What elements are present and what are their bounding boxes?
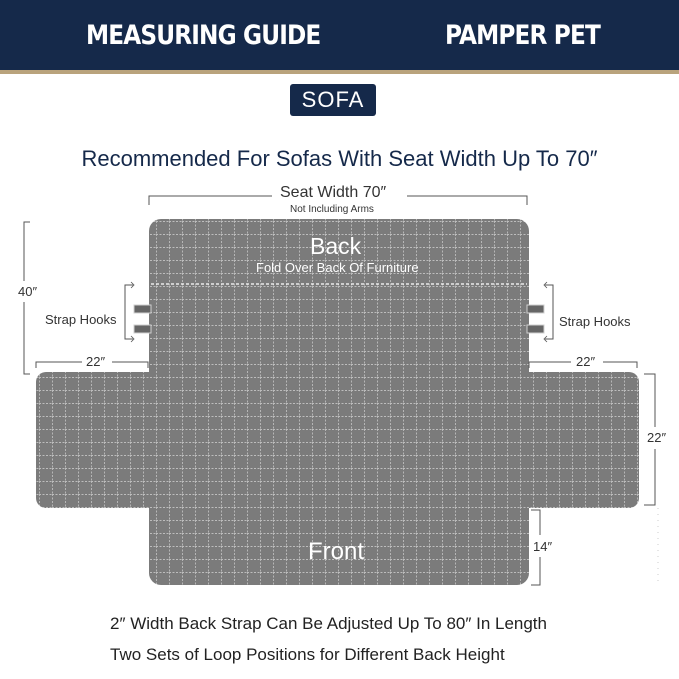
brand-title: PAMPER PET: [445, 20, 600, 51]
back-label: Back: [310, 233, 362, 259]
arm-width-right-label: 22″: [576, 354, 596, 369]
skirt-label: 14″: [533, 539, 553, 554]
strap-hooks-left-label: Strap Hooks: [45, 312, 117, 327]
arm-width-left-label: 22″: [86, 354, 106, 369]
strap-hooks-right-bracket: [545, 285, 553, 339]
strap-hooks-left: [134, 305, 151, 333]
strap-hooks-left-bracket: [125, 285, 133, 339]
measuring-guide-title: MEASURING GUIDE: [86, 20, 321, 51]
seat-width-label: Seat Width 70″: [280, 184, 387, 201]
back-fold-note: Fold Over Back Of Furniture: [256, 260, 419, 275]
headline: Recommended For Sofas With Seat Width Up To 70″: [81, 146, 598, 171]
arm-length-label: 22″: [647, 430, 667, 445]
strap-hooks-right: [527, 305, 544, 333]
strap-hooks-right-label: Strap Hooks: [559, 314, 631, 329]
strap-note: 2″ Width Back Strap Can Be Adjusted Up To 80″ In Length: [110, 614, 547, 633]
loop-note: Two Sets of Loop Positions for Different Back Height: [110, 645, 505, 664]
seat-width-note: Not Including Arms: [290, 204, 374, 215]
sofa-badge: SOFA: [290, 84, 376, 116]
front-label: Front: [308, 538, 365, 565]
back-height-label: 40″: [18, 284, 38, 299]
